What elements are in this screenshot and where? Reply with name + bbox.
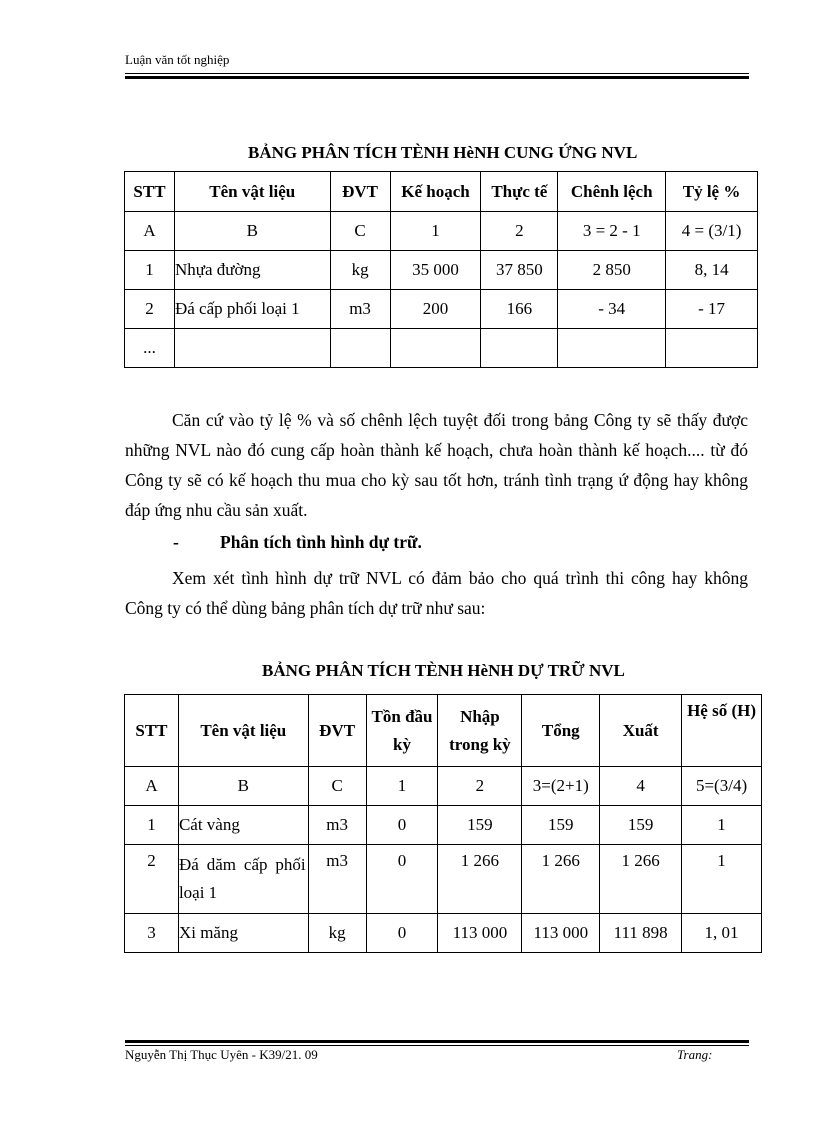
header-cell: Kế hoạch: [390, 172, 481, 212]
paragraph-reserve-intro: Xem xét tình hình dự trữ NVL có đảm bảo cho quá trình thi công hay không Công ty có thể dùng bảng phân tích dự trữ như sau:: [125, 568, 748, 618]
table-cell: 0: [366, 914, 438, 953]
table-cell: A: [125, 767, 179, 806]
table-cell: 166: [481, 290, 558, 329]
header-cell: Thực tế: [481, 172, 558, 212]
table-cell: Xi măng: [178, 914, 308, 953]
table-cell: Nhựa đường: [174, 251, 330, 290]
bullet-mark: -: [173, 532, 179, 552]
table-cell: 1: [390, 212, 481, 251]
table-cell: 2: [125, 290, 175, 329]
table-row: [125, 914, 762, 953]
table-cell: 159: [438, 806, 522, 845]
table-cell: kg: [330, 251, 390, 290]
header-cell: ĐVT: [330, 172, 390, 212]
table-row: [125, 290, 758, 329]
table-cell: 111 898: [600, 914, 682, 953]
table2-title: BẢNG PHÂN TÍCH TÈNH HèNH DỰ TRỮ NVL: [262, 661, 625, 680]
table-cell: 3=(2+1): [522, 767, 600, 806]
table-cell: 1: [682, 845, 762, 914]
table-cell: 0: [366, 806, 438, 845]
table-cell: 159: [600, 806, 682, 845]
header-cell: Tên vật liệu: [178, 695, 308, 767]
table-cell: 8, 14: [666, 251, 758, 290]
table-cell: m3: [308, 845, 366, 914]
table-cell: [666, 329, 758, 368]
table-cell: B: [174, 212, 330, 251]
table-cell: C: [330, 212, 390, 251]
table-cell: [481, 329, 558, 368]
table-cell: 1 266: [438, 845, 522, 914]
table-row: [125, 212, 758, 251]
table-row: [125, 329, 758, 368]
header-cell: Tỷ lệ %: [666, 172, 758, 212]
header-cell: Nhập trong kỳ: [438, 695, 522, 767]
table-cell: [330, 329, 390, 368]
table1-title: BẢNG PHÂN TÍCH TÈNH HèNH CUNG ỨNG NVL: [248, 143, 638, 162]
table-cell: 4 = (3/1): [666, 212, 758, 251]
table-cell: 4: [600, 767, 682, 806]
table-header-row: [125, 172, 758, 212]
header-cell: Tổng: [522, 695, 600, 767]
table-cell: A: [125, 212, 175, 251]
table-cell: m3: [330, 290, 390, 329]
table-cell: - 17: [666, 290, 758, 329]
header-cell: Tồn đầu kỳ: [366, 695, 438, 767]
table-cell: 2: [125, 845, 179, 914]
table-cell: 159: [522, 806, 600, 845]
table-cell: 1 266: [600, 845, 682, 914]
table-cell: m3: [308, 806, 366, 845]
table-cell: 35 000: [390, 251, 481, 290]
table-cell: C: [308, 767, 366, 806]
table-cell: 0: [366, 845, 438, 914]
table-cell: Cát vàng: [178, 806, 308, 845]
table-cell: kg: [308, 914, 366, 953]
header-cell: Xuất: [600, 695, 682, 767]
supply-analysis-table: [124, 171, 758, 368]
table-cell: 37 850: [481, 251, 558, 290]
table-cell: 200: [390, 290, 481, 329]
footer-page-label: Trang:: [677, 1047, 713, 1062]
table-cell: 2 850: [558, 251, 666, 290]
reserve-analysis-table: [124, 694, 762, 953]
table-cell: 1 266: [522, 845, 600, 914]
table-row: [125, 251, 758, 290]
table-row: [125, 767, 762, 806]
table-cell: 1: [366, 767, 438, 806]
table-cell: Đá cấp phối loại 1: [174, 290, 330, 329]
header-cell: ĐVT: [308, 695, 366, 767]
table-row: [125, 845, 762, 914]
table-cell: 2: [438, 767, 522, 806]
table-cell: 113 000: [438, 914, 522, 953]
table-cell: 1: [682, 806, 762, 845]
footer-author: Nguyễn Thị Thục Uyên - K39/21. 09: [125, 1047, 318, 1062]
table-cell: Đá dăm cấp phối loại 1: [178, 845, 308, 914]
header-cell: STT: [125, 695, 179, 767]
table-row: [125, 806, 762, 845]
table-cell: 3: [125, 914, 179, 953]
header-cell: Tên vật liệu: [174, 172, 330, 212]
header-cell: Chênh lệch: [558, 172, 666, 212]
table-cell: 113 000: [522, 914, 600, 953]
table-cell: ...: [125, 329, 175, 368]
table-cell: 5=(3/4): [682, 767, 762, 806]
paragraph-supply-analysis: Căn cứ vào tỷ lệ % và số chênh lệch tuyệt đối trong bảng Công ty sẽ thấy được những NVL nào đó cung cấp hoàn thành kế hoạch, chưa hoàn thành kế hoạch.... từ đó Công ty sẽ có kế hoạch thu mua cho kỳ sau tốt hơn, tránh tình trạng ứ động hay không đáp ứng nhu cầu sản xuất.: [125, 410, 748, 520]
header-cell: Hệ số (H): [682, 695, 762, 767]
footer-rule-thin: [125, 1045, 749, 1046]
table-cell: [558, 329, 666, 368]
table-cell: [174, 329, 330, 368]
table-cell: [390, 329, 481, 368]
running-header: Luận văn tốt nghiệp: [125, 52, 230, 67]
table-cell: 2: [481, 212, 558, 251]
section-heading-reserve: Phân tích tình hình dự trữ.: [220, 532, 422, 552]
table-cell: 1, 01: [682, 914, 762, 953]
footer-rule-thick: [125, 1040, 749, 1043]
header-rule-thick: [125, 76, 749, 79]
table-header-row: [125, 695, 762, 767]
table-cell: 1: [125, 251, 175, 290]
table-cell: - 34: [558, 290, 666, 329]
table-cell: B: [178, 767, 308, 806]
table-cell: 3 = 2 - 1: [558, 212, 666, 251]
header-rule-thin: [125, 73, 749, 74]
header-cell: STT: [125, 172, 175, 212]
table-cell: 1: [125, 806, 179, 845]
